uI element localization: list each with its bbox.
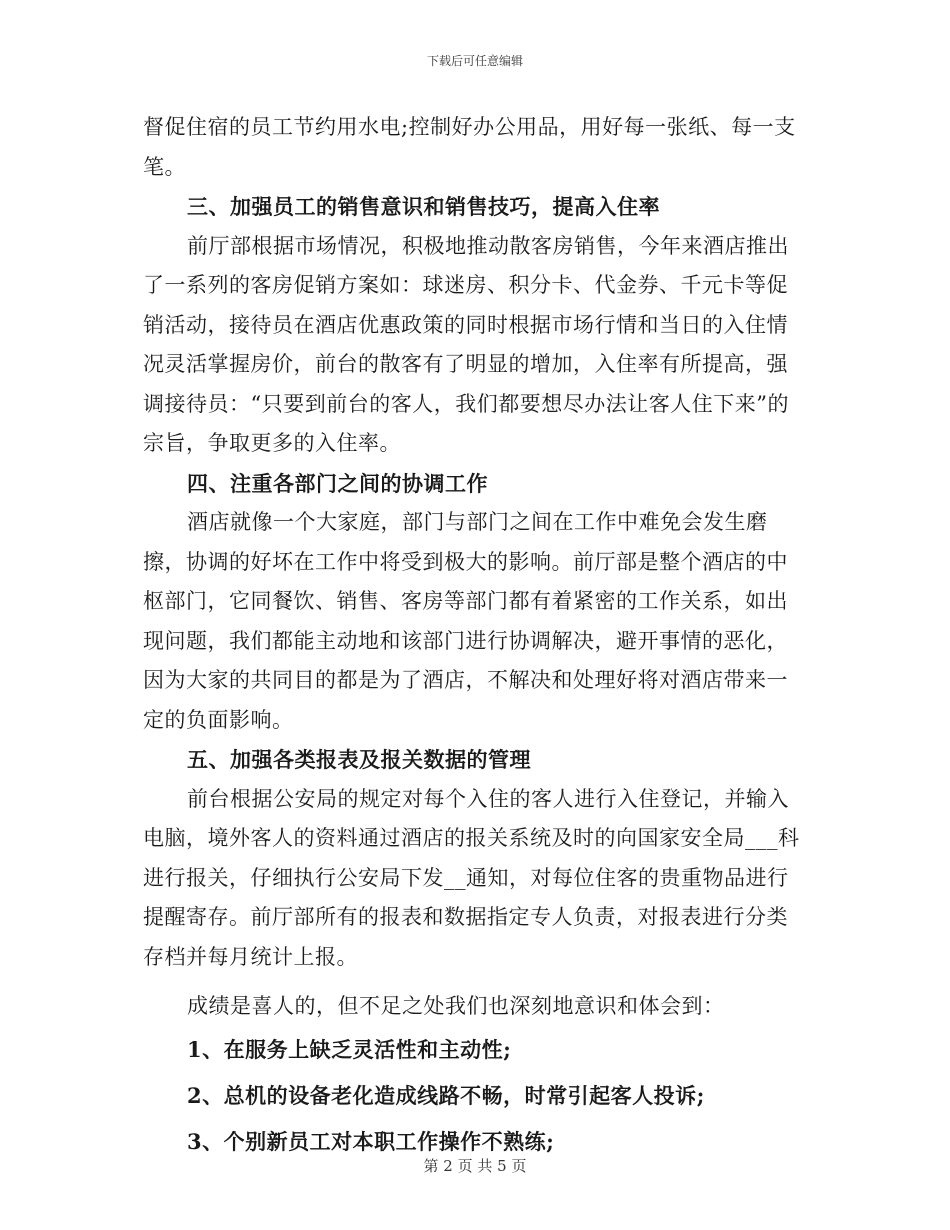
section-heading-coordination: 四、注重各部门之间的协调工作 bbox=[187, 470, 488, 496]
page-number: 第 2 页 共 5 页 bbox=[423, 1157, 527, 1175]
list-item: 3、个别新员工对本职工作操作不熟练; bbox=[187, 1128, 555, 1154]
list-item: 1、在服务上缺乏灵活性和主动性; bbox=[187, 1036, 512, 1062]
page-header-note: 下载后可任意编辑 bbox=[426, 54, 523, 68]
paragraph-shortcomings-intro: 成绩是喜人的，但不足之处我们也深刻地意识和体会到： bbox=[187, 994, 725, 1018]
paragraph-water-electricity: 督促住宿的员工节约用水电;控制好办公用品，用好每一张纸、每一支笔。 bbox=[143, 115, 796, 179]
section-heading-reports: 五、加强各类报表及报关数据的管理 bbox=[187, 747, 531, 772]
section-heading-sales: 三、加强员工的销售意识和销售技巧，提高入住率 bbox=[187, 194, 660, 219]
paragraph-sales: 前厅部根据市场情况，积极地推动散客房销售，今年来酒店推出了一系列的客房促销方案如：球迷房、积分卡、代金券、千元卡等促销活动，接待员在酒店优惠政策的同时根据市场行情和当日的入住情况灵活掌握房价，前台的散客有了明显的增加，入住率有所提高，强调接待员：“只要到前台的客人，我们都要想尽办法让客人住下来”的宗旨，争取更多的入住率。 bbox=[143, 233, 789, 455]
paragraph-coordination: 酒店就像一个大家庭，部门与部门之间在工作中难免会发生磨擦，协调的好坏在工作中将受到极大的影响。前厅部是整个酒店的中枢部门，它同餐饮、销售、客房等部门都有着紧密的工作关系，如出现问题，我们都能主动地和该部门进行协调解决，避开事情的恶化，因为大家的共同目的都是为了酒店，不解决和处理好将对酒店带来一定的负面影响。 bbox=[143, 510, 788, 732]
paragraph-reports: 前台根据公安局的规定对每个入住的客人进行入住登记，并输入电脑，境外客人的资料通过酒店的报关系统及时的向国家安全局___科进行报关，仔细执行公安局下发__通知，对每位住客的贵重物品进行提醒寄存。前厅部所有的报表和数据指定专人负责，对报表进行分类存档并每月统计上报。 bbox=[143, 786, 800, 969]
list-item: 2、总机的设备老化造成线路不畅，时常引起客人投诉; bbox=[187, 1082, 705, 1108]
spacer bbox=[143, 977, 808, 987]
document-body bbox=[143, 108, 808, 1165]
